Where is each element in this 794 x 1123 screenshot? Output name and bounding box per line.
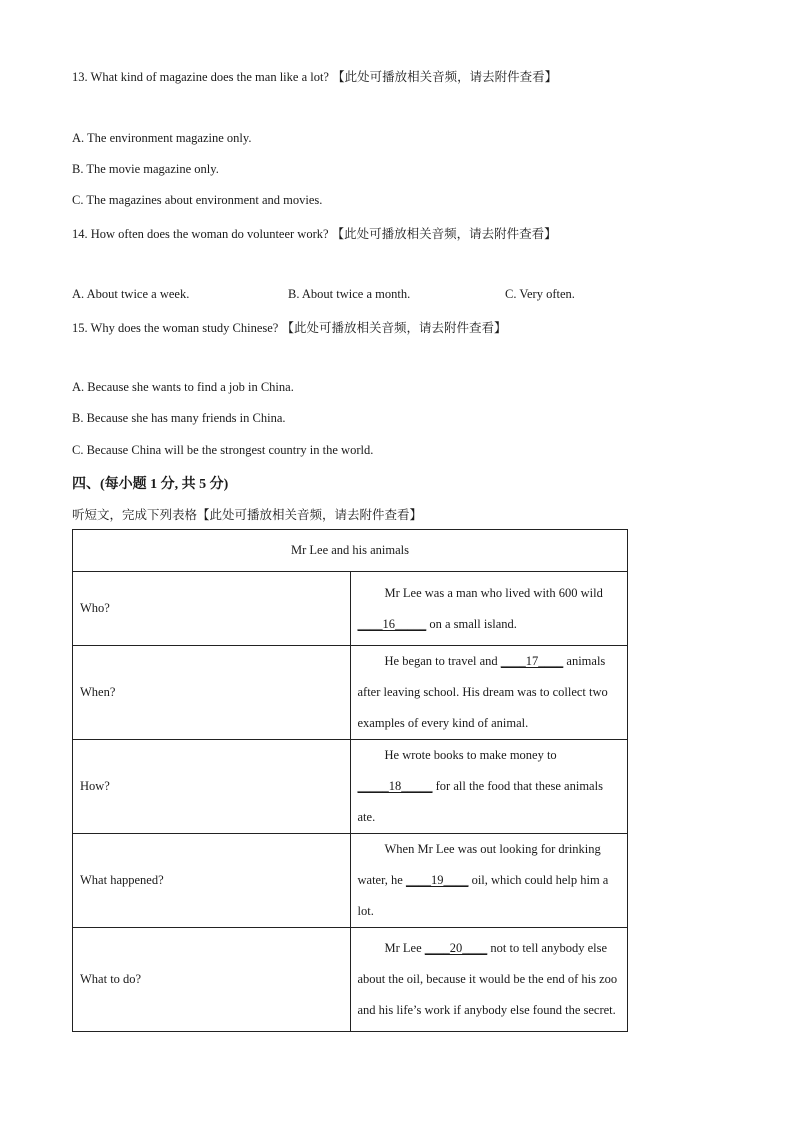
question-14-text: 14. How often does the woman do volunteer work? xyxy=(72,227,329,241)
row-label: Who? xyxy=(73,572,351,646)
question-13 xyxy=(72,67,557,85)
q13-option-b: B. The movie magazine only. xyxy=(72,162,219,176)
audio-note: 【此处可播放相关音频，请去附件查看】 xyxy=(332,70,558,84)
answer-blank-16[interactable]: ____16_____ xyxy=(357,616,427,631)
q14-option-b: B. About twice a month. xyxy=(288,287,411,301)
audio-note: 【此处可播放相关音频，请去附件查看】 xyxy=(281,321,507,335)
table-row xyxy=(73,740,628,834)
row-content: Mr Lee ____20____ not to tell anybody else about the oil, because it would be the end of his zoo and his life’s work if anybody else found the secret. xyxy=(350,928,628,1032)
answer-blank-17[interactable]: ____17____ xyxy=(500,654,564,668)
q15-option-a: A. Because she wants to find a job in China. xyxy=(72,380,294,394)
q13-option-a: A. The environment magazine only. xyxy=(72,131,252,145)
q14-option-a: A. About twice a week. xyxy=(72,287,190,301)
answer-blank-20[interactable]: ____20____ xyxy=(424,941,488,955)
section-instruction: 听短文，完成下列表格【此处可播放相关音频，请去附件查看】 xyxy=(72,508,423,522)
question-15-text: 15. Why does the woman study Chinese? xyxy=(72,321,279,335)
q15-option-c: C. Because China will be the strongest country in the world. xyxy=(72,443,374,457)
audio-note: 【此处可播放相关音频，请去附件查看】 xyxy=(331,227,557,241)
section-heading: 四、(每小题 1 分, 共 5 分) xyxy=(72,477,229,492)
table-row xyxy=(73,572,628,646)
question-14 xyxy=(72,224,557,242)
row-content: Mr Lee was a man who lived with 600 wild ____16_____ on a small island. xyxy=(350,572,628,646)
table-row xyxy=(73,646,628,740)
answer-blank-18[interactable]: _____18_____ xyxy=(357,779,433,793)
table-title: Mr Lee and his animals xyxy=(73,530,628,572)
row-content: He began to travel and ____17____ animals after leaving school. His dream was to collect two examples of every kind of animal. xyxy=(350,646,628,740)
row-content: When Mr Lee was out looking for drinking water, he ____19____ oil, which could help him a lot. xyxy=(350,834,628,928)
answer-blank-19[interactable]: ____19____ xyxy=(405,873,469,887)
table-row xyxy=(73,928,628,1032)
question-15 xyxy=(72,318,506,336)
row-content: He wrote books to make money to _____18_____ for all the food that these animals ate. xyxy=(350,740,628,834)
row-label: How? xyxy=(73,740,351,834)
question-13-text: 13. What kind of magazine does the man like a lot? xyxy=(72,70,329,84)
row-label: When? xyxy=(73,646,351,740)
q14-option-c: C. Very often. xyxy=(505,287,575,301)
q13-option-c: C. The magazines about environment and movies. xyxy=(72,193,323,207)
row-label: What happened? xyxy=(73,834,351,928)
q15-option-b: B. Because she has many friends in China. xyxy=(72,411,286,425)
table-header-row xyxy=(73,530,628,572)
table-row xyxy=(73,834,628,928)
row-label: What to do? xyxy=(73,928,351,1032)
animals-table xyxy=(72,529,628,1032)
